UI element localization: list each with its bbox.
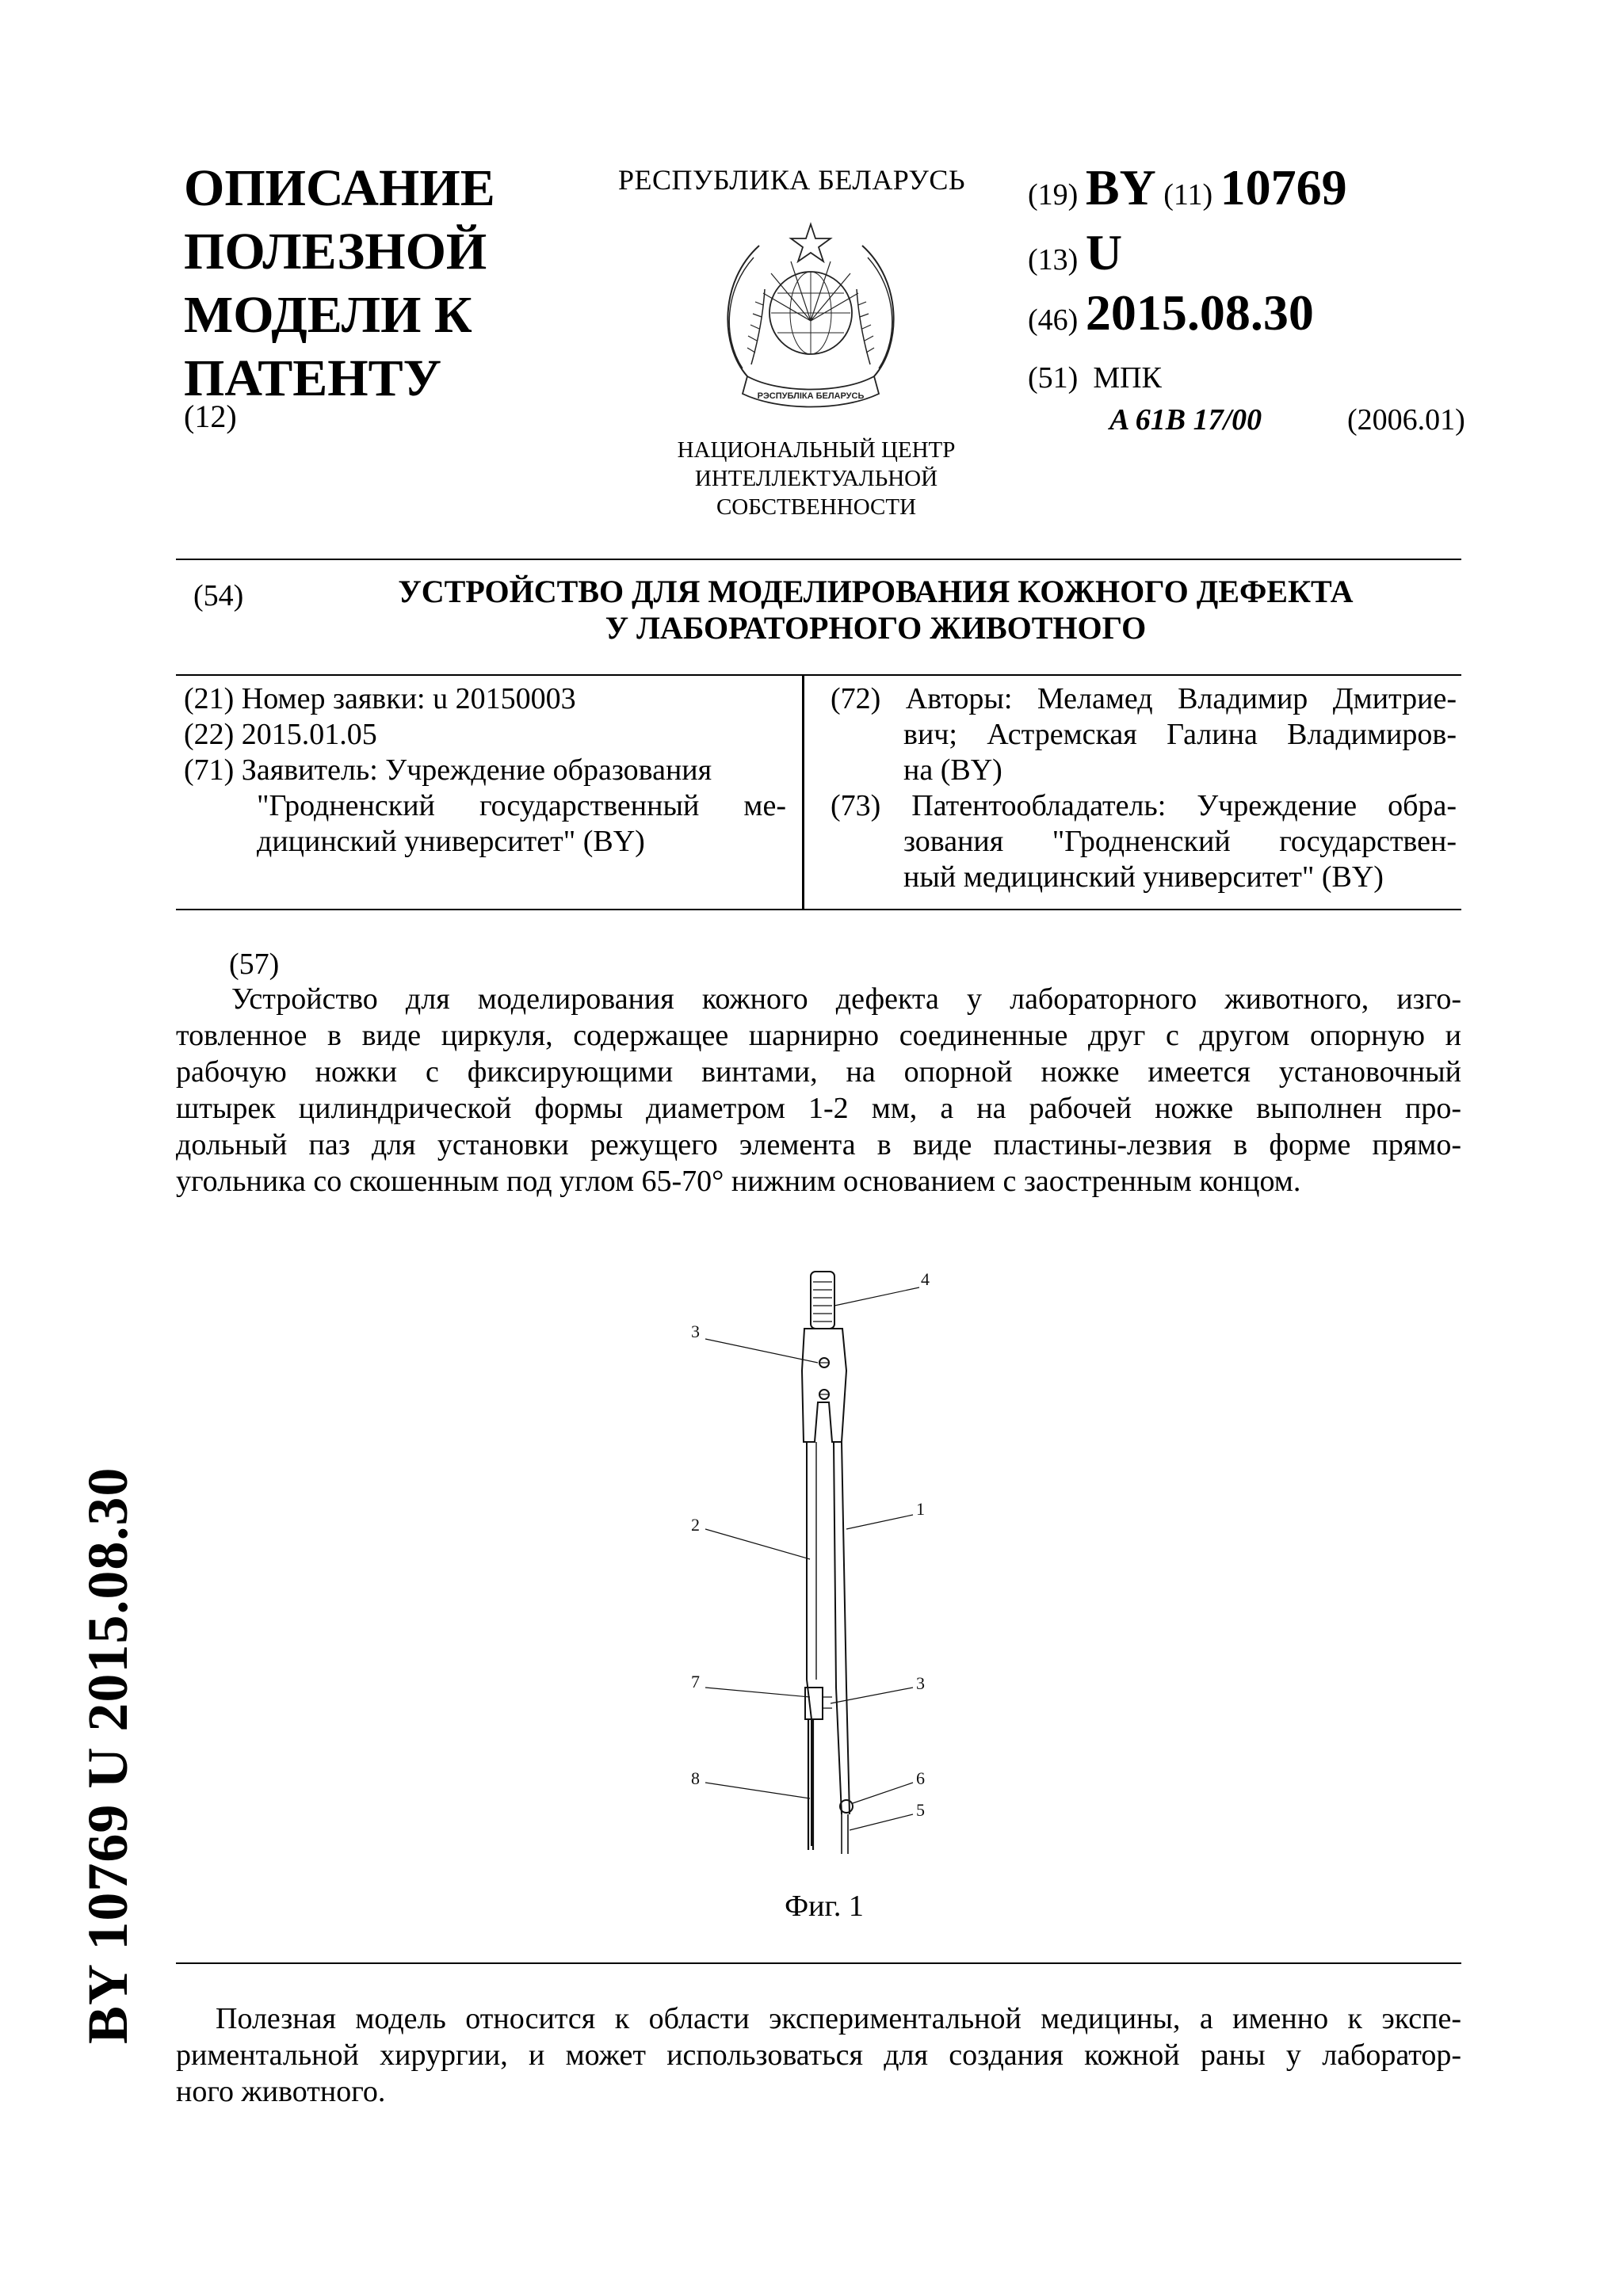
ipc-label: МПК xyxy=(1093,361,1162,395)
invention-title-line: УСТРОЙСТВО ДЛЯ МОДЕЛИРОВАНИЯ КОЖНОГО ДЕФЕКТА xyxy=(398,574,1354,609)
divider-line xyxy=(176,909,1461,910)
figure-label: 3 xyxy=(916,1673,925,1693)
claim-line: товленное в виде циркуля, содержащее шарнирно соединенные друг с другом опорную и xyxy=(176,1019,1461,1052)
bib-entry: вич; Астремская Галина Владимиров- xyxy=(903,718,1457,751)
republic-label: РЕСПУБЛИКА БЕЛАРУСЬ xyxy=(618,164,966,196)
description-text xyxy=(176,2000,1461,2110)
office-line: НАЦИОНАЛЬНЫЙ ЦЕНТР xyxy=(677,437,956,463)
divider-line xyxy=(176,1962,1461,1964)
kind-code: U xyxy=(1085,224,1123,280)
biblio-country-number xyxy=(1028,158,1347,217)
claim-line: Устройство для моделирования кожного дефекта у лабораторного животного, изго- xyxy=(231,982,1461,1016)
bib-entry: ный медицинский университет" (BY) xyxy=(903,860,1384,894)
description-line: ного животного. xyxy=(176,2075,386,2108)
bib-entry: (71) Заявитель: Учреждение образования xyxy=(184,753,712,787)
title-line: ПАТЕНТУ xyxy=(184,349,442,407)
patent-number: 10769 xyxy=(1220,159,1347,215)
figure-1-compass-drawing xyxy=(634,1244,999,1862)
bibliographic-right-column xyxy=(831,681,1457,895)
figure-label: 5 xyxy=(916,1800,925,1820)
bib-entry: на (BY) xyxy=(903,753,1002,787)
ipc-version: (2006.01) xyxy=(1347,403,1465,437)
description-line: риментальной хирургии, и может использоваться для создания кожной раны у лаборатор- xyxy=(176,2039,1461,2072)
handle-knob xyxy=(811,1272,834,1329)
bib-entry: (22) 2015.01.05 xyxy=(184,718,377,751)
invention-title xyxy=(262,574,1490,646)
document-type-title xyxy=(184,157,596,410)
emblem-ribbon-text: РЭСПУБЛІКА БЕЛАРУСЬ xyxy=(757,391,865,401)
inid-code: (19) xyxy=(1028,178,1079,212)
inid-code-54: (54) xyxy=(193,579,244,612)
bib-entry: (21) Номер заявки: u 20150003 xyxy=(184,682,576,715)
biblio-ipc-label xyxy=(1028,360,1162,395)
divider-line xyxy=(176,674,1461,676)
title-line: ПОЛЕЗНОЙ xyxy=(184,223,487,280)
figure-label: 2 xyxy=(691,1515,700,1535)
figure-label: 3 xyxy=(691,1322,700,1341)
inid-code: (46) xyxy=(1028,303,1079,337)
state-emblem xyxy=(716,218,906,416)
bib-entry: зования "Гродненский государствен- xyxy=(903,825,1457,858)
ipc-class: A 61B 17/00 xyxy=(1109,403,1262,437)
biblio-kind xyxy=(1028,223,1122,282)
claim-text xyxy=(176,981,1461,1199)
figure-label: 4 xyxy=(921,1269,930,1289)
description-line: Полезная модель относится к области экспериментальной медицины, а именно к экспе- xyxy=(216,2002,1461,2035)
column-separator xyxy=(802,675,804,910)
divider-line xyxy=(176,559,1461,560)
figure-caption: Фиг. 1 xyxy=(785,1890,864,1923)
country-code: BY xyxy=(1085,159,1156,215)
claim-line: дольный паз для установки режущего элемента в виде пластины-лезвия в форме прямо- xyxy=(176,1128,1461,1161)
inid-code-12: (12) xyxy=(184,399,237,434)
figure-label: 8 xyxy=(691,1768,700,1788)
publication-date: 2015.08.30 xyxy=(1085,284,1314,341)
bib-entry: (73) Патентообладатель: Учреждение обра- xyxy=(831,789,1457,822)
inid-code-57: (57) xyxy=(229,948,280,981)
claim-line: штырек цилиндрической формы диаметром 1-2 мм, а на рабочей ножке выполнен про- xyxy=(176,1092,1461,1125)
claim-line: угольника со скошенным под углом 65-70° нижним основанием с заостренным концом. xyxy=(176,1165,1301,1198)
side-document-id: BY 10769 U 2015.08.30 xyxy=(76,1466,139,2044)
inid-code: (11) xyxy=(1163,178,1213,212)
office-line: СОБСТВЕННОСТИ xyxy=(716,494,917,520)
figure-label: 1 xyxy=(916,1499,925,1519)
bib-entry: дицинский университет" (BY) xyxy=(257,825,645,858)
bib-entry: "Гродненский государственный ме- xyxy=(257,789,786,822)
issuing-office xyxy=(634,436,999,521)
office-line: ИНТЕЛЛЕКТУАЛЬНОЙ xyxy=(694,466,938,491)
biblio-pub-date xyxy=(1028,284,1314,342)
inid-code: (51) xyxy=(1028,361,1079,395)
figure-label: 7 xyxy=(691,1672,700,1691)
figure-label: 6 xyxy=(916,1768,925,1788)
invention-title-line: У ЛАБОРАТОРНОГО ЖИВОТНОГО xyxy=(605,610,1147,646)
bibliographic-left-column xyxy=(184,681,786,860)
claim-line: рабочую ножки с фиксирующими винтами, на опорной ножке имеется установочный xyxy=(176,1055,1461,1089)
title-line: МОДЕЛИ К xyxy=(184,286,472,344)
inid-code: (13) xyxy=(1028,243,1079,277)
bib-entry: (72) Авторы: Меламед Владимир Дмитрие- xyxy=(831,682,1457,715)
title-line: ОПИСАНИЕ xyxy=(184,159,495,217)
